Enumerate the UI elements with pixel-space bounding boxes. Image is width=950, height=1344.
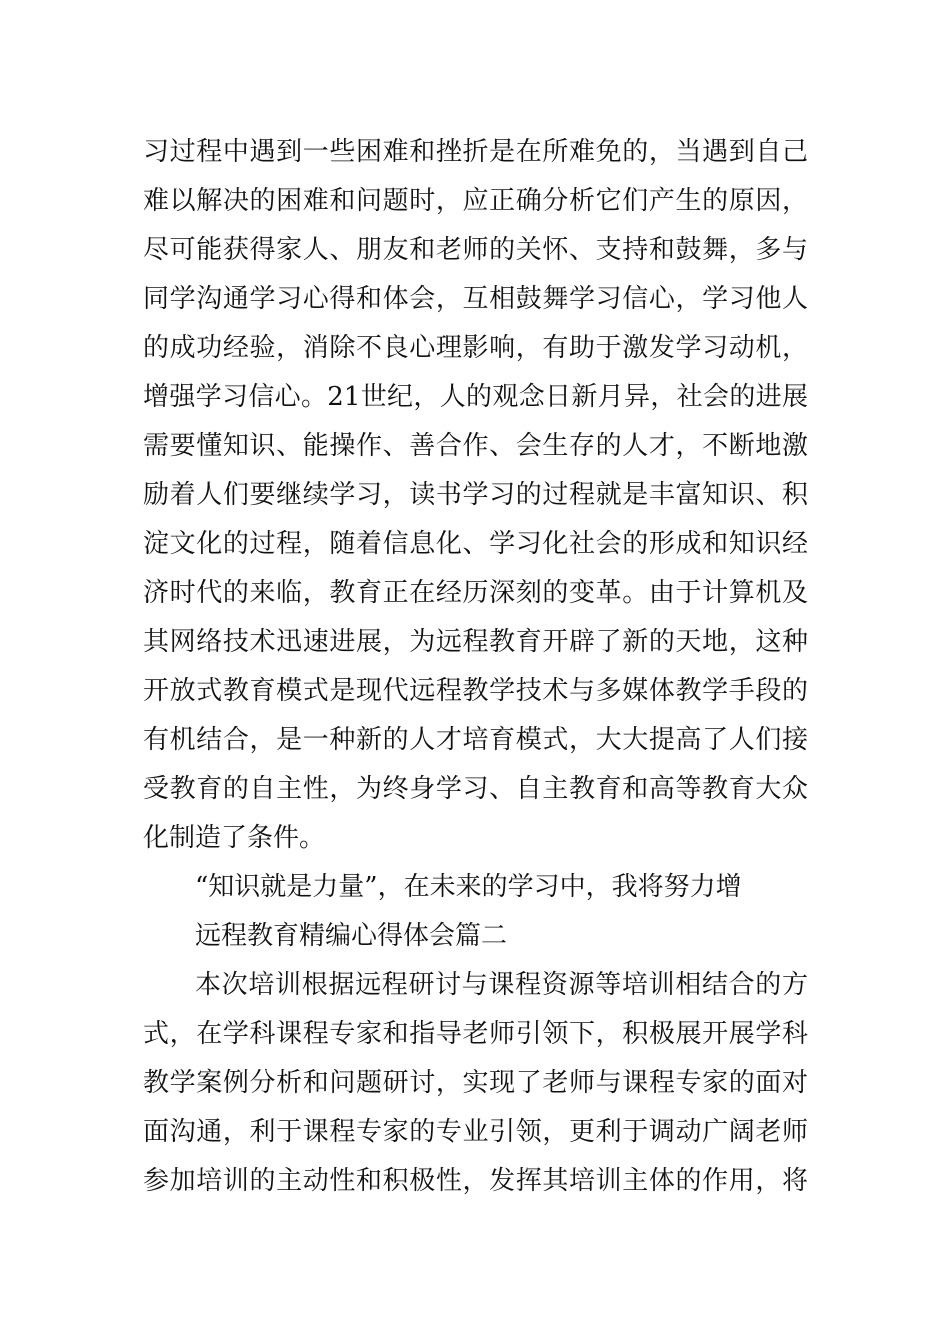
text-line: 教学案例分析和问题研讨，实现了老师与课程专家的面对 bbox=[143, 1068, 808, 1098]
text-line: 本次培训根据远程研讨与课程资源等培训相结合的方 bbox=[195, 970, 808, 1000]
quote-line: “知识就是力量”，在未来的学习中，我将努力增 bbox=[195, 872, 742, 902]
text-line: 开放式教育模式是现代远程教学技术与多媒体教学手段的 bbox=[143, 676, 808, 706]
text-line: 增强学习信心。21世纪，人的观念日新月异，社会的进展 bbox=[143, 382, 808, 412]
text-line: 式，在学科课程专家和指导老师引领下，积极展开展学科 bbox=[143, 1019, 808, 1049]
text-line: 化制造了条件。 bbox=[143, 823, 326, 853]
text-line: 受教育的自主性，为终身学习、自主教育和高等教育大众 bbox=[143, 774, 808, 804]
text-line: 尽可能获得家人、朋友和老师的关怀、支持和鼓舞，多与 bbox=[143, 235, 808, 265]
text-line: 济时代的来临，教育正在经历深刻的变革。由于计算机及 bbox=[143, 578, 808, 608]
text-line: 难以解决的困难和问题时，应正确分析它们产生的原因， bbox=[143, 186, 808, 216]
body-text bbox=[143, 128, 808, 1206]
text-line: 淀文化的过程，随着信息化、学习化社会的形成和知识经 bbox=[143, 529, 808, 559]
section-heading: 远程教育精编心得体会篇二 bbox=[195, 921, 508, 951]
text-line: 的成功经验，消除不良心理影响，有助于激发学习动机， bbox=[143, 333, 808, 363]
text-line: 励着人们要继续学习，读书学习的过程就是丰富知识、积 bbox=[143, 480, 808, 510]
text-line: 其网络技术迅速进展，为远程教育开辟了新的天地，这种 bbox=[143, 627, 808, 657]
text-line: 面沟通，利于课程专家的专业引领，更利于调动广阔老师 bbox=[143, 1117, 808, 1147]
text-line: 需要懂知识、能操作、善合作、会生存的人才，不断地激 bbox=[143, 431, 808, 461]
text-line: 有机结合，是一种新的人才培育模式，大大提高了人们接 bbox=[143, 725, 808, 755]
text-line: 参加培训的主动性和积极性，发挥其培训主体的作用，将 bbox=[143, 1166, 808, 1196]
text-line: 习过程中遇到一些困难和挫折是在所难免的，当遇到自己 bbox=[143, 137, 808, 167]
text-line: 同学沟通学习心得和体会，互相鼓舞学习信心，学习他人 bbox=[143, 284, 808, 314]
